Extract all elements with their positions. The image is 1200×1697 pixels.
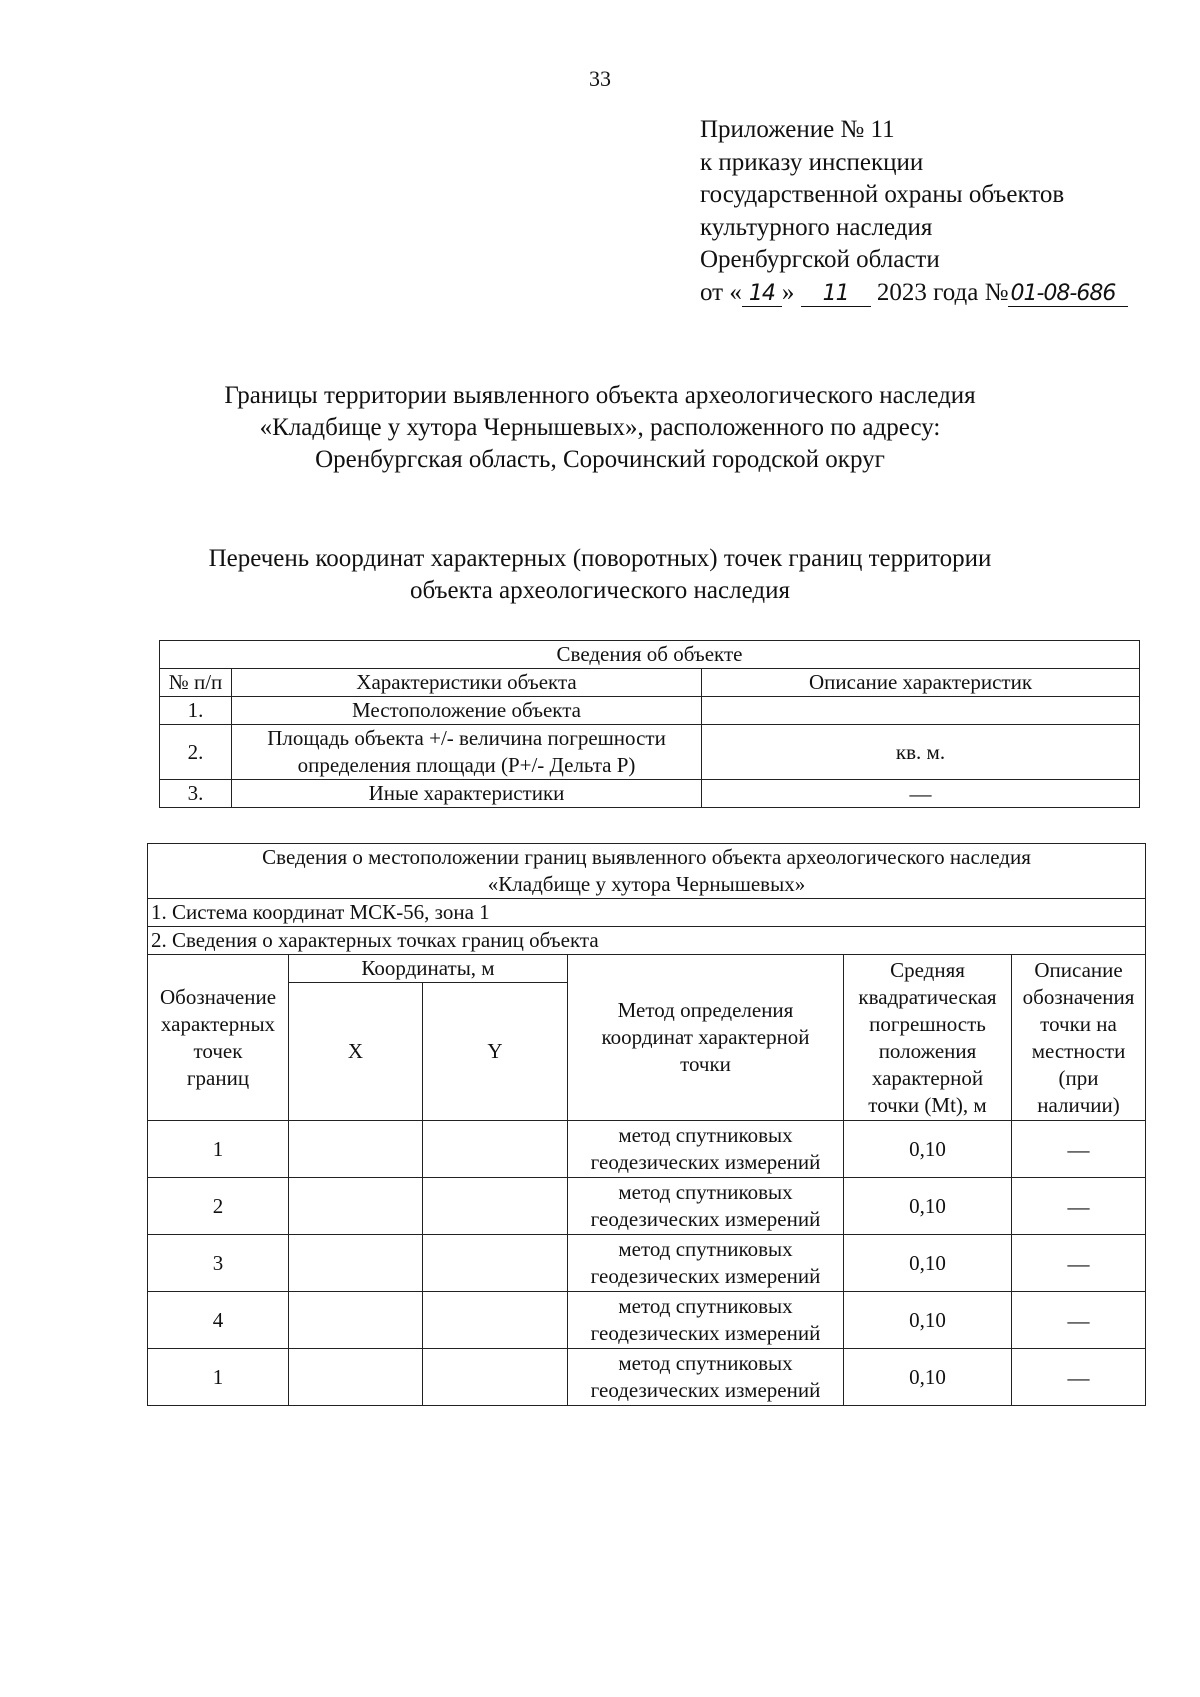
accuracy-cell: 0,10 — [844, 1292, 1012, 1349]
header-line: границ — [186, 1065, 250, 1090]
y-cell — [423, 1292, 568, 1349]
header-line: Средняя — [890, 957, 965, 982]
y-cell — [423, 1178, 568, 1235]
appendix-line: к приказу инспекции — [700, 148, 924, 176]
row-description: кв. м. — [702, 725, 1140, 780]
table-header: Характеристики объекта — [232, 669, 702, 697]
header-x: X — [289, 983, 423, 1121]
table-row — [148, 1349, 1146, 1406]
accuracy-cell: 0,10 — [844, 1178, 1012, 1235]
method-cell — [568, 1121, 844, 1178]
method-line: геодезических измерений — [590, 1321, 821, 1345]
row-number: 3. — [160, 780, 232, 808]
appendix-line: государственной охраны объектов — [700, 181, 1065, 208]
method-line: геодезических измерений — [590, 1378, 821, 1402]
header-line: обозначения — [1022, 984, 1135, 1009]
x-cell — [289, 1178, 423, 1235]
table-header: № п/п — [160, 669, 232, 697]
row-description: — — [702, 780, 1140, 808]
method-line: геодезических измерений — [590, 1150, 821, 1174]
header-line: (при — [1058, 1065, 1099, 1090]
year-text: 2023 года № — [876, 278, 1009, 306]
x-cell — [289, 1121, 423, 1178]
header-coordinates: Координаты, м — [289, 955, 568, 983]
table-caption — [148, 844, 1146, 899]
point-cell: 1 — [148, 1349, 289, 1406]
description-cell: — — [1012, 1178, 1146, 1235]
row-description — [702, 697, 1140, 725]
header-line: точки — [680, 1052, 731, 1076]
header-line: характерной — [871, 1065, 984, 1090]
header-line: характерных — [160, 1011, 276, 1036]
location-table — [147, 843, 1146, 1406]
header-method — [568, 955, 844, 1121]
points-section-row: 2. Сведения о характерных точках границ объекта — [148, 927, 1146, 955]
point-cell: 3 — [148, 1235, 289, 1292]
handwritten-day: 14 — [742, 282, 782, 307]
header-line: Обозначение — [159, 984, 277, 1009]
row-characteristic: Иные характеристики — [232, 780, 702, 808]
title-line: «Кладбище у хутора Чернышевых», расположенного по адресу: — [259, 414, 941, 441]
handwritten-order-number: 01-08-686 — [1008, 282, 1128, 307]
accuracy-cell: 0,10 — [844, 1121, 1012, 1178]
header-point-designation — [148, 955, 289, 1121]
header-description — [1012, 955, 1146, 1121]
appendix-date-line — [700, 277, 1128, 310]
description-cell: — — [1012, 1292, 1146, 1349]
method-line: геодезических измерений — [590, 1264, 821, 1288]
y-cell — [423, 1349, 568, 1406]
header-line: квадратическая — [858, 984, 997, 1009]
row-characteristic — [232, 725, 702, 780]
appendix-line: Приложение № 11 — [700, 116, 895, 143]
method-line: метод спутниковых — [618, 1237, 793, 1261]
page-number: 33 — [589, 66, 611, 91]
caption-line: Сведения о местоположении границ выявленного объекта археологического наследия — [262, 845, 1031, 869]
characteristic-line: определения площади (Р+/- Дельта Р) — [297, 753, 636, 777]
point-cell: 2 — [148, 1178, 289, 1235]
method-line: метод спутниковых — [618, 1123, 793, 1147]
header-line: местности — [1031, 1038, 1126, 1063]
appendix-line: Оренбургской области — [700, 246, 940, 273]
point-cell: 1 — [148, 1121, 289, 1178]
header-line: точки на — [1040, 1011, 1117, 1036]
description-cell: — — [1012, 1121, 1146, 1178]
header-line: Описание — [1034, 957, 1123, 982]
document-title — [0, 380, 1200, 476]
title-line: Оренбургская область, Сорочинский городской округ — [315, 446, 885, 473]
row-number: 1. — [160, 697, 232, 725]
header-line: точки (Mt), м — [868, 1092, 987, 1117]
accuracy-cell: 0,10 — [844, 1349, 1012, 1406]
method-cell — [568, 1235, 844, 1292]
appendix-line: культурного наследия — [700, 213, 933, 241]
header-line: положения — [878, 1038, 977, 1063]
quote-close: » — [781, 278, 795, 306]
method-line: метод спутниковых — [618, 1351, 793, 1375]
table-row — [160, 697, 1140, 725]
row-characteristic: Местоположение объекта — [232, 697, 702, 725]
table-row — [160, 725, 1140, 780]
method-line: метод спутниковых — [618, 1294, 793, 1318]
header-line: погрешность — [869, 1011, 986, 1036]
title-line: Границы территории выявленного объекта археологического наследия — [224, 382, 976, 409]
date-prefix: от — [700, 278, 724, 306]
header-line: Метод определения — [617, 998, 794, 1022]
table-row — [160, 780, 1140, 808]
list-title — [0, 543, 1200, 607]
object-info-table — [159, 640, 1140, 808]
header-line: координат характерной — [601, 1025, 810, 1049]
y-cell — [423, 1121, 568, 1178]
x-cell — [289, 1349, 423, 1406]
method-line: геодезических измерений — [590, 1207, 821, 1231]
description-cell: — — [1012, 1235, 1146, 1292]
method-cell — [568, 1349, 844, 1406]
header-accuracy — [844, 955, 1012, 1121]
coordinate-system-row: 1. Система координат МСК-56, зона 1 — [148, 899, 1146, 927]
method-cell — [568, 1178, 844, 1235]
x-cell — [289, 1235, 423, 1292]
header-line: наличии) — [1037, 1092, 1120, 1117]
header-line: точек — [193, 1038, 243, 1063]
description-cell: — — [1012, 1349, 1146, 1406]
method-cell — [568, 1292, 844, 1349]
header-y: Y — [423, 983, 568, 1121]
list-title-line: Перечень координат характерных (поворотных) точек границ территории — [208, 545, 992, 572]
table-row — [148, 1121, 1146, 1178]
method-line: метод спутниковых — [618, 1180, 793, 1204]
quote-open: « — [729, 278, 742, 306]
caption-line: «Кладбище у хутора Чернышевых» — [487, 872, 806, 896]
row-number: 2. — [160, 725, 232, 780]
characteristic-line: Площадь объекта +/- величина погрешности — [267, 726, 666, 750]
table-row — [148, 1235, 1146, 1292]
table-row — [148, 1292, 1146, 1349]
handwritten-month: 11 — [801, 282, 871, 307]
table-header: Описание характеристик — [702, 669, 1140, 697]
table-row — [148, 1178, 1146, 1235]
accuracy-cell: 0,10 — [844, 1235, 1012, 1292]
x-cell — [289, 1292, 423, 1349]
list-title-line: объекта археологического наследия — [410, 577, 790, 604]
appendix-block — [700, 114, 1128, 309]
table-caption: Сведения об объекте — [160, 641, 1140, 669]
y-cell — [423, 1235, 568, 1292]
point-cell: 4 — [148, 1292, 289, 1349]
